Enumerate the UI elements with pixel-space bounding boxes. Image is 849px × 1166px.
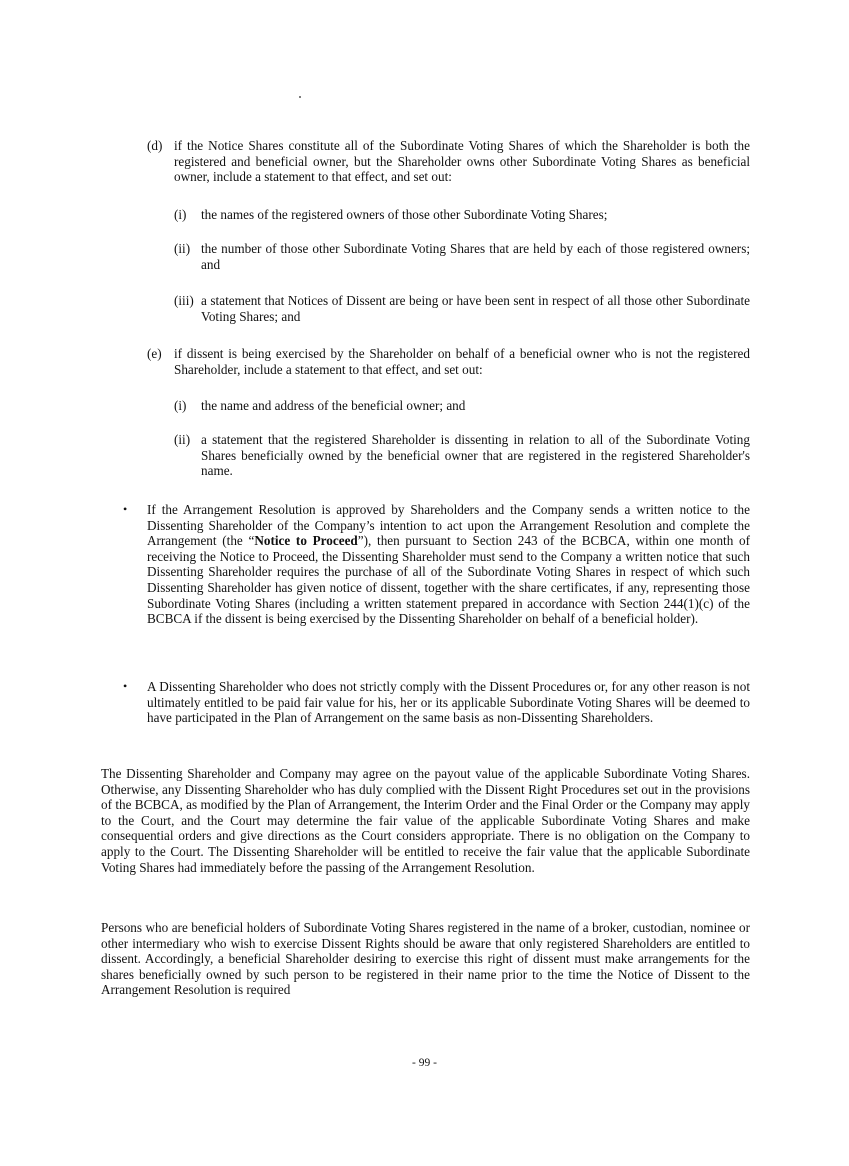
item-d-i-text: the names of the registered owners of those other Subordinate Voting Shares; — [201, 207, 608, 222]
bullet-marker: • — [123, 679, 128, 693]
paragraph-payout-value: The Dissenting Shareholder and Company may agree on the payout value of the applicable Subordinate Voting Shares. Otherwise, any Dissenting Shareholder who has duly complied with the Dissent Right Procedures set out in the provisions of the BCBCA, as modified by the Plan of Arrangement, the Interim Order and the Final Order or the Company may apply to the Court, and the Court may determine the fair value of the applicable Subordinate Voting Shares and make consequential orders and give directions as the Court considers appropriate. There is no obligation on the Company to apply to the Court. The Dissenting Shareholder will be entitled to receive the fair value that the applicable Subordinate Voting Shares had immediately before the passing of the Arrangement Resolution. — [101, 766, 750, 875]
bullet-1-pre: If the Arrangement Resolution is approved by Shareholders and the Company sends a written notice to the Dissenting Shareholder of the Company’s intention to act upon the Arrangement Resolution and complete the Arrangement (the “ — [147, 502, 750, 549]
item-d-label: (d) — [147, 138, 163, 153]
item-d-ii-label: (ii) — [174, 241, 191, 256]
defined-term-notice-to-proceed: Notice to Proceed — [254, 533, 358, 549]
item-d-iii-label: (iii) — [174, 293, 194, 308]
scan-dot — [299, 96, 301, 98]
bullet-notice-to-proceed — [147, 502, 750, 627]
item-d-iii-text: a statement that Notices of Dissent are being or have been sent in respect of all those other Subordinate Voting Shares; and — [201, 293, 750, 324]
item-e-ii-text: a statement that the registered Shareholder is dissenting in relation to all of the Subordinate Voting Shares beneficially owned by the beneficial owner that are registered in the registered Shareholder's name. — [201, 432, 750, 479]
bullet-1-post: ”), then pursuant to Section 243 of the BCBCA, within one month of receiving the Notice to Proceed, the Dissenting Shareholder must send to the Company a written notice that such Dissenting Shareholder requires the purchase of all of the Subordinate Voting Shares in respect of which such Dissenting Shareholder has given notice of dissent, together with the share certificates, if any, representing those Subordinate Voting Shares (including a written statement prepared in accordance with Section 244(1)(c) of the BCBCA if the dissent is being exercised by the Dissenting Shareholder on behalf of a beneficial holder). — [147, 533, 750, 627]
bullet-non-compliance: A Dissenting Shareholder who does not strictly comply with the Dissent Procedures or, for any other reason is not ultimately entitled to be paid fair value for his, her or its applicable Subordinate Voting Shares will be deemed to have participated in the Plan of Arrangement on the same basis as non-Dissenting Shareholders. — [147, 679, 750, 726]
item-d-text: if the Notice Shares constitute all of the Subordinate Voting Shares of which the Shareholder is both the registered and beneficial owner, but the Shareholder owns other Subordinate Voting Shares as beneficial owner, include a statement to that effect, and set out: — [174, 138, 750, 185]
item-d-i-label: (i) — [174, 207, 187, 222]
page-number: - 99 - — [412, 1057, 437, 1069]
bullet-marker: • — [123, 502, 128, 516]
item-e-label: (e) — [147, 346, 162, 361]
item-e-text: if dissent is being exercised by the Shareholder on behalf of a beneficial owner who is not the registered Shareholder, include a statement to that effect, and set out: — [174, 346, 750, 377]
item-e-ii-label: (ii) — [174, 432, 191, 447]
item-e-i-text: the name and address of the beneficial owner; and — [201, 398, 466, 413]
paragraph-beneficial-holders: Persons who are beneficial holders of Subordinate Voting Shares registered in the name of a broker, custodian, nominee or other intermediary who wish to exercise Dissent Rights should be aware that only registered Shareholders are entitled to dissent. Accordingly, a beneficial Shareholder desiring to exercise this right of dissent must make arrangements for the shares beneficially owned by such person to be registered in their name prior to the time the Notice of Dissent to the Arrangement Resolution is required — [101, 920, 750, 998]
item-e-i-label: (i) — [174, 398, 187, 413]
item-d-ii-text: the number of those other Subordinate Voting Shares that are held by each of those registered owners; and — [201, 241, 750, 272]
